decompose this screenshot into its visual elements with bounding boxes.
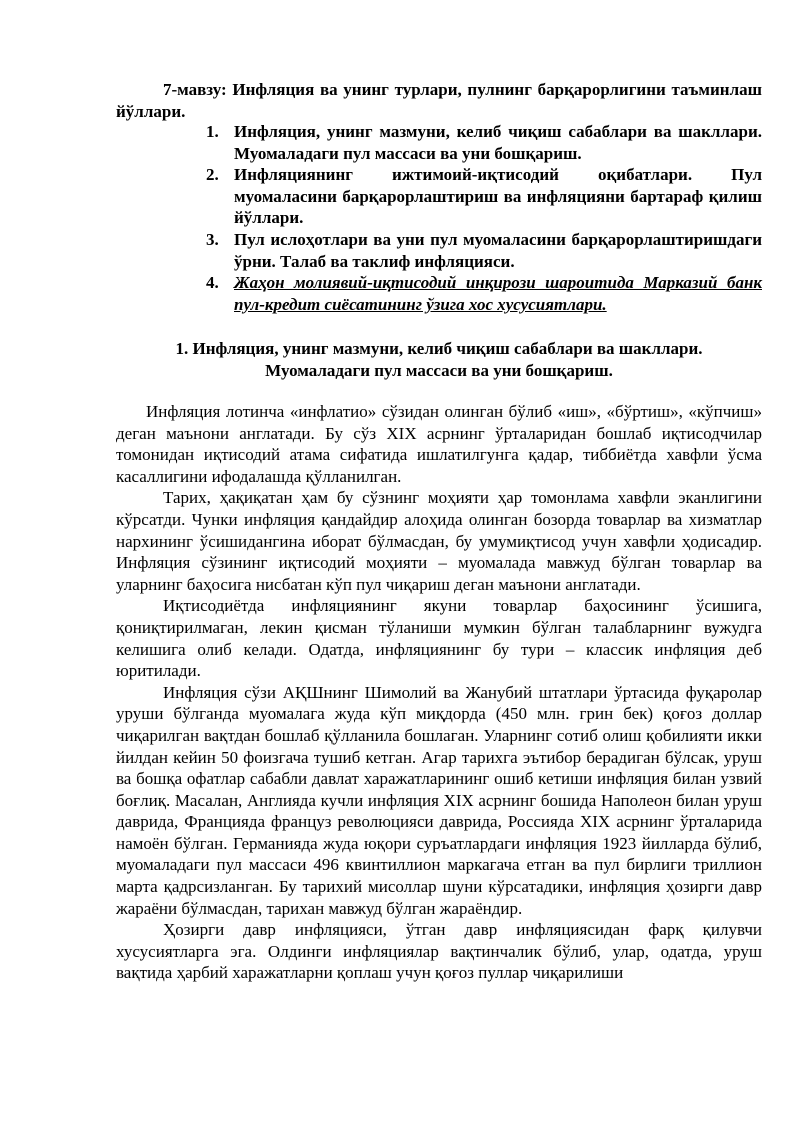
section-heading <box>116 338 762 381</box>
outline-item-number: 3. <box>206 229 219 249</box>
paragraph: Ҳозирги давр инфляцияси, ўтган давр инфляциясидан фарқ қилувчи хусусиятларга эга. Олдинги инфляциялар вақтинчалик бўлиб, улар, одатда, уруш вақтида ҳарбий харажатларни қоплаш учун қоғоз пуллар чиқарилиши <box>116 920 762 983</box>
outline-item-text: Инфляция, унинг мазмуни, келиб чиқиш сабаблари ва шакллари. Муомаладаги пул массаси ва уни бошқариш. <box>234 122 762 163</box>
section-heading-line: 1. Инфляция, унинг мазмуни, келиб чиқиш сабаблари ва шакллари. <box>175 339 703 358</box>
outline-item <box>206 121 762 164</box>
paragraph: Инфляция лотинча «инфлатио» сўзидан олинган бўлиб «иш», «бўртиш», «кўпчиш» деган маънони англатади. Бу сўз XIX асрнинг ўрталаридан бошлаб иқтисодчилар томонидан иқтисодий атама сифатида ишлатилгунга қадар, тиббиётда хавфли ўсма касаллигини ифодалашда қўлланилган. <box>116 402 762 486</box>
outline-item-number: 4. <box>206 273 219 293</box>
outline-item <box>206 229 762 272</box>
paragraph: Иқтисодиётда инфляциянинг якуни товарлар баҳосининг ўсишига, қониқтирилмаган, лекин қисман тўланиши мумкин бўлган талабларнинг вужудга келишига олиб келади. Одатда, инфляциянинг бу тури – классик инфляция деб юритилади. <box>116 596 762 681</box>
outline-item-text: Жаҳон молиявий-иқтисодий инқирози шароитида Марказий банк пул-кредит сиёсатининг ўзига хос хусусиятлари. <box>234 273 762 314</box>
document-title: 7-мавзу: Инфляция ва унинг турлари, пулнинг барқарорлигини таъминлаш йўллари. <box>116 80 762 121</box>
outline-item <box>206 272 762 315</box>
outline-item <box>206 164 762 229</box>
topic-outline-list <box>206 121 762 315</box>
body-text <box>116 401 762 984</box>
outline-item-number: 2. <box>206 165 219 185</box>
paragraph: Тарих, ҳақиқатан ҳам бу сўзнинг моҳияти ҳар томонлама хавфли эканлигини кўрсатди. Чунки инфляция қандайдир алоҳида олинган бозорда товарлар ва хизматлар нархининг ўсишидангина иборат бўлмасдан, бу умумиқтисод учун хавфли ҳодисадир. Инфляция сўзининг иқтисодий моҳияти – муомалада мавжуд бўлган товарлар ва уларнинг баҳосига нисбатан кўп пул чиқариш деган маънони англатади. <box>116 488 762 594</box>
outline-item-text: Пул ислоҳотлари ва уни пул муомаласини барқарорлаштиришдаги ўрни. Талаб ва таклиф инфляцияси. <box>234 229 762 271</box>
outline-item-number: 1. <box>206 122 219 141</box>
section-heading-line: Муомаладаги пул массаси ва уни бошқариш. <box>265 360 613 380</box>
outline-item-text: Инфляциянинг ижтимоий-иқтисодий оқибатлари. Пул муомаласини барқарорлаштириш ва инфляцияни бартараф қилиш йўллари. <box>234 165 762 228</box>
paragraph: Инфляция сўзи АҚШнинг Шимолий ва Жанубий штатлари ўртасида фуқаролар уруши бўлганда муомалага жуда кўп миқдорда (450 млн. грин бек) қоғоз доллар чиқарилган вақтдан бошлаб қўлланила бошлаган. Уларнинг сотиб олиш қобилияти икки йилдан кейин 50 фоизгача тушиб кетган. Агар тарихга эътибор берадиган бўлсак, уруш ва бошқа офатлар сабабли давлат харажатларининг ошиб кетиши инфляция билан узвий боғлиқ. Масалан, Англияда кучли инфляция XIX асрнинг бошида Наполеон билан уруш даврида, Францияда француз революцияси даврида, Россияда XIX асрнинг ўрталарида намоён бўлган. Германияда жуда юқори суръатлардаги инфляция 1923 йилларда бўлиб, муомаладаги пул массаси 496 квинтиллион маркагача етган ва пул бирлиги триллион марта қадрсизланган. Бу тарихий мисоллар шуни кўрсатадики, инфляция ҳозирги давр жараёни бўлмасдан, тарихан мавжуд бўлган жараёндир. <box>116 682 762 918</box>
